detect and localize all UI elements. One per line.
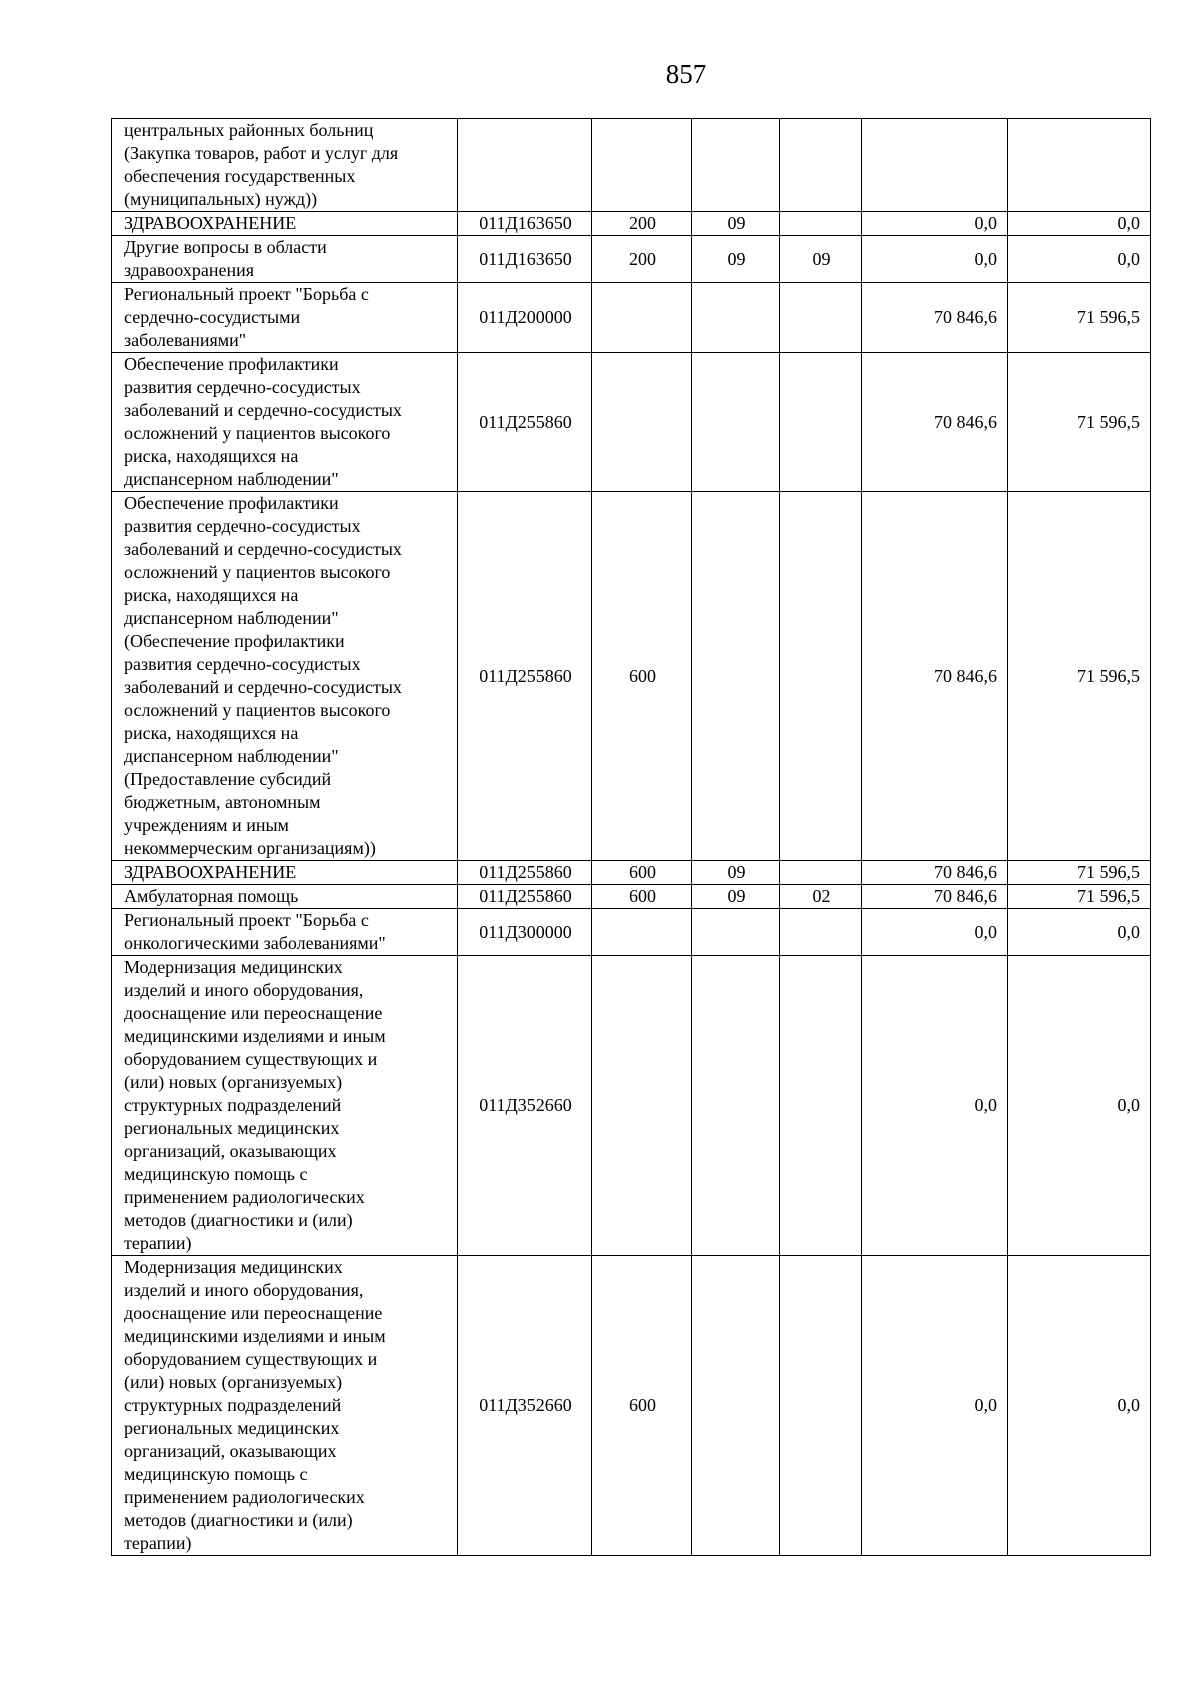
row-name-line: заболеваниями" (124, 330, 247, 350)
amount-year1-cell: 0,0 (862, 236, 1008, 283)
row-name-line: риска, находящихся на (124, 585, 299, 605)
row-name-cell (112, 956, 458, 1256)
amount-year2-cell: 0,0 (1008, 1256, 1151, 1556)
amount-year1-cell: 70 846,6 (862, 283, 1008, 353)
row-name-line: методов (диагностики и (или) (124, 1210, 353, 1230)
row-name-line: (Закупка товаров, работ и услуг для (124, 143, 399, 163)
csr-cell: 011Д163650 (458, 212, 592, 236)
pr-cell (780, 1256, 862, 1556)
amount-year1-cell: 0,0 (862, 212, 1008, 236)
pr-cell: 09 (780, 236, 862, 283)
row-name-cell (112, 212, 458, 236)
csr-cell (458, 119, 592, 212)
row-name-line: медицинскими изделиями и иным (124, 1026, 386, 1046)
row-name-line: структурных подразделений (124, 1095, 342, 1115)
amount-year1-cell: 70 846,6 (862, 885, 1008, 909)
row-name-line: методов (диагностики и (или) (124, 1510, 353, 1530)
amount-year2-cell: 0,0 (1008, 236, 1151, 283)
pr-cell: 02 (780, 885, 862, 909)
row-name-cell (112, 119, 458, 212)
table-row (112, 492, 1151, 861)
row-name-line: Модернизация медицинских (124, 957, 343, 977)
row-name-line: терапии) (124, 1233, 192, 1253)
row-name-line: осложнений у пациентов высокого (124, 562, 391, 582)
vr-cell: 600 (592, 1256, 692, 1556)
row-name-line: структурных подразделений (124, 1395, 342, 1415)
row-name-line: изделий и иного оборудования, (124, 1280, 364, 1300)
amount-year1-cell: 70 846,6 (862, 861, 1008, 885)
pr-cell (780, 283, 862, 353)
table-row (112, 212, 1151, 236)
csr-cell: 011Д163650 (458, 236, 592, 283)
vr-cell: 600 (592, 492, 692, 861)
row-name-cell (112, 1256, 458, 1556)
amount-year2-cell: 71 596,5 (1008, 353, 1151, 492)
rz-cell (692, 119, 780, 212)
table-row (112, 283, 1151, 353)
row-name-cell (112, 353, 458, 492)
vr-cell: 200 (592, 212, 692, 236)
row-name-line: Обеспечение профилактики (124, 354, 339, 374)
csr-cell: 011Д255860 (458, 492, 592, 861)
vr-cell: 200 (592, 236, 692, 283)
table-row (112, 861, 1151, 885)
vr-cell (592, 283, 692, 353)
pr-cell (780, 861, 862, 885)
row-name-cell (112, 283, 458, 353)
rz-cell (692, 956, 780, 1256)
row-name-line: (или) новых (организуемых) (124, 1372, 343, 1392)
row-name-line: развития сердечно-сосудистых (124, 516, 361, 536)
row-name-line: Региональный проект "Борьба с (124, 910, 369, 930)
vr-cell (592, 353, 692, 492)
amount-year2-cell (1008, 119, 1151, 212)
pr-cell (780, 956, 862, 1256)
csr-cell: 011Д300000 (458, 909, 592, 956)
vr-cell (592, 119, 692, 212)
rz-cell (692, 353, 780, 492)
rz-cell (692, 909, 780, 956)
amount-year2-cell: 0,0 (1008, 909, 1151, 956)
row-name-line: заболеваний и сердечно-сосудистых (124, 539, 402, 559)
amount-year2-cell: 71 596,5 (1008, 283, 1151, 353)
row-name-line: риска, находящихся на (124, 723, 299, 743)
row-name-line: здравоохранения (124, 260, 255, 280)
row-name-line: (или) новых (организуемых) (124, 1072, 343, 1092)
rz-cell: 09 (692, 236, 780, 283)
row-name-cell (112, 492, 458, 861)
row-name-line: онкологическими заболеваниями" (124, 933, 386, 953)
row-name-line: сердечно-сосудистыми (124, 307, 301, 327)
rz-cell (692, 283, 780, 353)
rz-cell (692, 492, 780, 861)
row-name-line: диспансерном наблюдении" (124, 608, 339, 628)
row-name-line: учреждениям и иным (124, 815, 289, 835)
row-name-line: Амбулаторная помощь (124, 886, 299, 906)
csr-cell: 011Д200000 (458, 283, 592, 353)
pr-cell (780, 492, 862, 861)
table-row (112, 909, 1151, 956)
budget-table (111, 118, 1151, 1556)
table-row (112, 119, 1151, 212)
pr-cell (780, 212, 862, 236)
vr-cell (592, 956, 692, 1256)
row-name-line: некоммерческим организациям)) (124, 838, 376, 858)
row-name-line: Региональный проект "Борьба с (124, 284, 369, 304)
pr-cell (780, 353, 862, 492)
row-name-line: дооснащение или переоснащение (124, 1003, 383, 1023)
amount-year1-cell (862, 119, 1008, 212)
row-name-line: развития сердечно-сосудистых (124, 377, 361, 397)
table-row (112, 353, 1151, 492)
rz-cell: 09 (692, 885, 780, 909)
row-name-line: региональных медицинских (124, 1418, 340, 1438)
csr-cell: 011Д352660 (458, 1256, 592, 1556)
table-row (112, 885, 1151, 909)
row-name-cell (112, 909, 458, 956)
table-row (112, 1256, 1151, 1556)
row-name-line: (Предоставление субсидий (124, 769, 332, 789)
row-name-line: обеспечения государственных (124, 166, 356, 186)
row-name-line: риска, находящихся на (124, 446, 299, 466)
row-name-line: изделий и иного оборудования, (124, 980, 364, 1000)
row-name-line: ЗДРАВООХРАНЕНИЕ (124, 213, 297, 233)
rz-cell: 09 (692, 212, 780, 236)
row-name-line: Другие вопросы в области (124, 237, 327, 257)
row-name-line: медицинскими изделиями и иным (124, 1326, 386, 1346)
pr-cell (780, 909, 862, 956)
amount-year1-cell: 0,0 (862, 1256, 1008, 1556)
row-name-line: (муниципальных) нужд)) (124, 189, 318, 209)
page-number: 857 (665, 59, 707, 89)
row-name-line: заболеваний и сердечно-сосудистых (124, 677, 402, 697)
row-name-line: оборудованием существующих и (124, 1049, 378, 1069)
row-name-line: Обеспечение профилактики (124, 493, 339, 513)
table-row (112, 236, 1151, 283)
row-name-line: диспансерном наблюдении" (124, 746, 339, 766)
amount-year1-cell: 70 846,6 (862, 353, 1008, 492)
vr-cell: 600 (592, 885, 692, 909)
amount-year2-cell: 0,0 (1008, 956, 1151, 1256)
row-name-line: организаций, оказывающих (124, 1141, 337, 1161)
pr-cell (780, 119, 862, 212)
vr-cell (592, 909, 692, 956)
row-name-line: центральных районных больниц (124, 120, 374, 140)
row-name-line: организаций, оказывающих (124, 1441, 337, 1461)
csr-cell: 011Д255860 (458, 861, 592, 885)
rz-cell: 09 (692, 861, 780, 885)
row-name-line: оборудованием существующих и (124, 1349, 378, 1369)
row-name-line: медицинскую помощь с (124, 1464, 308, 1484)
row-name-line: дооснащение или переоснащение (124, 1303, 383, 1323)
row-name-line: (Обеспечение профилактики (124, 631, 345, 651)
amount-year2-cell: 71 596,5 (1008, 885, 1151, 909)
row-name-line: развития сердечно-сосудистых (124, 654, 361, 674)
row-name-line: применением радиологических (124, 1487, 365, 1507)
row-name-cell (112, 885, 458, 909)
row-name-line: медицинскую помощь с (124, 1164, 308, 1184)
row-name-line: ЗДРАВООХРАНЕНИЕ (124, 862, 297, 882)
row-name-line: региональных медицинских (124, 1118, 340, 1138)
csr-cell: 011Д255860 (458, 353, 592, 492)
amount-year1-cell: 0,0 (862, 909, 1008, 956)
row-name-line: осложнений у пациентов высокого (124, 700, 391, 720)
row-name-line: заболеваний и сердечно-сосудистых (124, 400, 402, 420)
amount-year2-cell: 71 596,5 (1008, 492, 1151, 861)
amount-year1-cell: 0,0 (862, 956, 1008, 1256)
row-name-line: терапии) (124, 1533, 192, 1553)
budget-table-body (112, 119, 1151, 1556)
amount-year1-cell: 70 846,6 (862, 492, 1008, 861)
row-name-cell (112, 861, 458, 885)
csr-cell: 011Д352660 (458, 956, 592, 1256)
table-row (112, 956, 1151, 1256)
rz-cell (692, 1256, 780, 1556)
amount-year2-cell: 0,0 (1008, 212, 1151, 236)
row-name-line: Модернизация медицинских (124, 1257, 343, 1277)
row-name-line: осложнений у пациентов высокого (124, 423, 391, 443)
amount-year2-cell: 71 596,5 (1008, 861, 1151, 885)
row-name-cell (112, 236, 458, 283)
row-name-line: применением радиологических (124, 1187, 365, 1207)
row-name-line: диспансерном наблюдении" (124, 469, 339, 489)
csr-cell: 011Д255860 (458, 885, 592, 909)
row-name-line: бюджетным, автономным (124, 792, 321, 812)
vr-cell: 600 (592, 861, 692, 885)
